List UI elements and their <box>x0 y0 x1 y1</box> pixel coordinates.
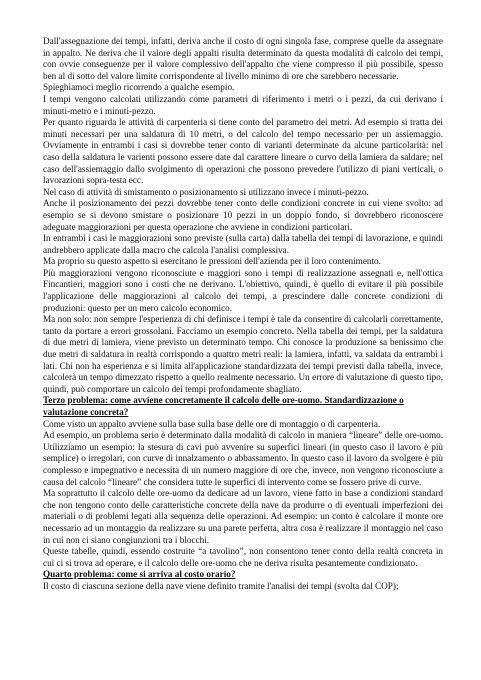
paragraph: Il costo di ciascuna sezione della nave viene definito tramite l'analisi dei tempi (svolta dal COP); <box>43 580 399 591</box>
paragraph: Dall'assegnazione dei tempi, infatti, deriva anche il costo di ogni singola fase, comprese quelle da assegnare in appalto. Ne deriva che il valore degli appalti risulta determinato da questa modalità di calcolo dei tempi, con ovvie conseguenze per il valore complessivo dell'appalto che viene compresso il più possibile, spesso ben al di sotto del valore limite corrispondente al livello minimo di ore che sarebbero necessarie. <box>43 36 443 81</box>
paragraph: Anche il posizionamento dei pezzi dovrebbe tener conto delle condizioni concrete in cui viene svolto: ad esempio se si devono smistare o posizionare 10 pezzi in un doppio fondo, si dovrebbero riconoscere adeguate maggiorazioni per questa operazione che avviene in condizioni particolari. <box>43 198 443 232</box>
paragraph: Queste tabelle, quindi, essendo costruite “a tavolino”, non consentono tener conto della realtà concreta in cui ci si trova ad operare, e il calcolo delle ore-uomo che ne deriva risulta pesantemente condizionato. <box>43 546 443 568</box>
paragraph: I tempi vengono calcolati utilizzando come parametri di riferimento i metri o i pezzi, da cui derivano i minuti-metro e i minuti-pezzo. <box>43 93 443 116</box>
paragraph: Spieghiamoci meglio ricorrendo a qualche esempio. <box>43 82 235 93</box>
paragraph: Ma non solo: non sempre l'esperienza di chi definisce i tempi è tale da consentire di calcolarli correttamente, tanto da portare a errori grossolani. Facciamo un esempio concreto. Nella tabella dei tempi, per la saldatura di due metri di lamiera, viene previsto un determinato tempo. Chi conosce la produzione sa benissimo che due metri di saldatura in realtà corrispondo a quattro metri reali: la lamiera, infatti, va saldata da entrambi i lati. Chi non ha esperienza e si limita all'applicazione standardizzata dei tempi previsti dalla tabella, invece, calcolerà un tempo dimezzato rispetto a quello realmente necessario. Un errore di valutazione di questo tipo, quindi, può comportare un calcolo dei tempi profondamente sbagliato. <box>43 314 443 394</box>
paragraph: Come visto un appalto avviene sulla base sulla base delle ore di montaggio o di carpenteria. <box>43 418 381 429</box>
section-heading: Terzo problema: come avviene concretamente il calcolo delle ore-uomo. Standardizzazione o valutazione concreta? <box>43 395 404 417</box>
document-page <box>43 36 443 593</box>
section-heading: Quarto problema: come si arriva al costo orario? <box>43 569 236 580</box>
paragraph: Nel caso di attività di smistamento o posizionamento si utilizzano invece i minuti-pezzo. <box>43 186 369 197</box>
paragraph: Ma proprio su questo aspetto si esercitano le pressioni dell'azienda per il loro contenimento. <box>43 256 381 267</box>
paragraph: Per quanto riguarda le attività di carpenteria si tiene conto del parametro dei metri. Ad esempio si tratta dei minuti necessari per una saldatura di 10 metri, o del calcolo del tempo necessario per un assiemaggio. Ovviamente in entrambi i casi si dovrebbe tener conto di varianti determinate da alcune particolarità: nel caso della saldatura le varienti possono essere date dal carattere lineare o curvo della lamiera da saldare; nel caso dell'assiemaggio dallo svolgimento di operazioni che possono prevedere l'utilizzo di piani verticali, o lavorazioni sopra-testa ecc. <box>43 117 443 186</box>
paragraph: In entrambi i casi le maggiorazioni sono previste (sulla carta) dalla tabella dei tempi di lavorazione, e quindi andrebbero applicate dalla macro che calcola l'analisi complessiva. <box>43 233 443 255</box>
paragraph: Ma soprattutto il calcolo delle ore-uomo da dedicare ad un lavoro, viene fatto in base a condizioni standard che non tengono conto delle caratteristiche concrete della nave da produrre o di eventuali imperfezioni dei materiali o di problemi legati alla sequenza delle operazioni. Ad esempio: un conto è calcolare il monte ore necessario ad un montaggio da realizzare su una parete perfetta, altra cosa è realizzare il montaggio nel caso in cui non ci siano congiunzioni tra i blocchi. <box>43 488 443 545</box>
paragraph: Ad esempio, un problema serio è determinato dalla modalità di calcolo in maniera “lineare” delle ore-uomo. Utilizziamo un esempio: la stesura di cavi può avvenire su superfici lineari (in questo caso il lavoro è più semplice) o irregolari, con curve di innalzamento o abbassamento. In questo caso il lavoro da svolgere è più complesso e impegnativo e necessita di un numero maggiore di ore che, invece, non vengono riconosciute a causa del calcolo “lineare” che considera tutte le superfici di intervento come se fossero prive di curve. <box>43 430 443 487</box>
paragraph: Più maggiorazioni vengono riconosciute e maggiori sono i tempi di realizzazione assegnati e, nell'ottica Fincantieri, maggiori sono i costi che ne derivano. L'obiettivo, quindi, è quello di evitare il più possibile l'applicazione delle maggiorazioni al calcolo dei tempi, a prescindere dalle concrete condizioni di produzioni: questo per un mero calcolo economico. <box>43 267 443 313</box>
